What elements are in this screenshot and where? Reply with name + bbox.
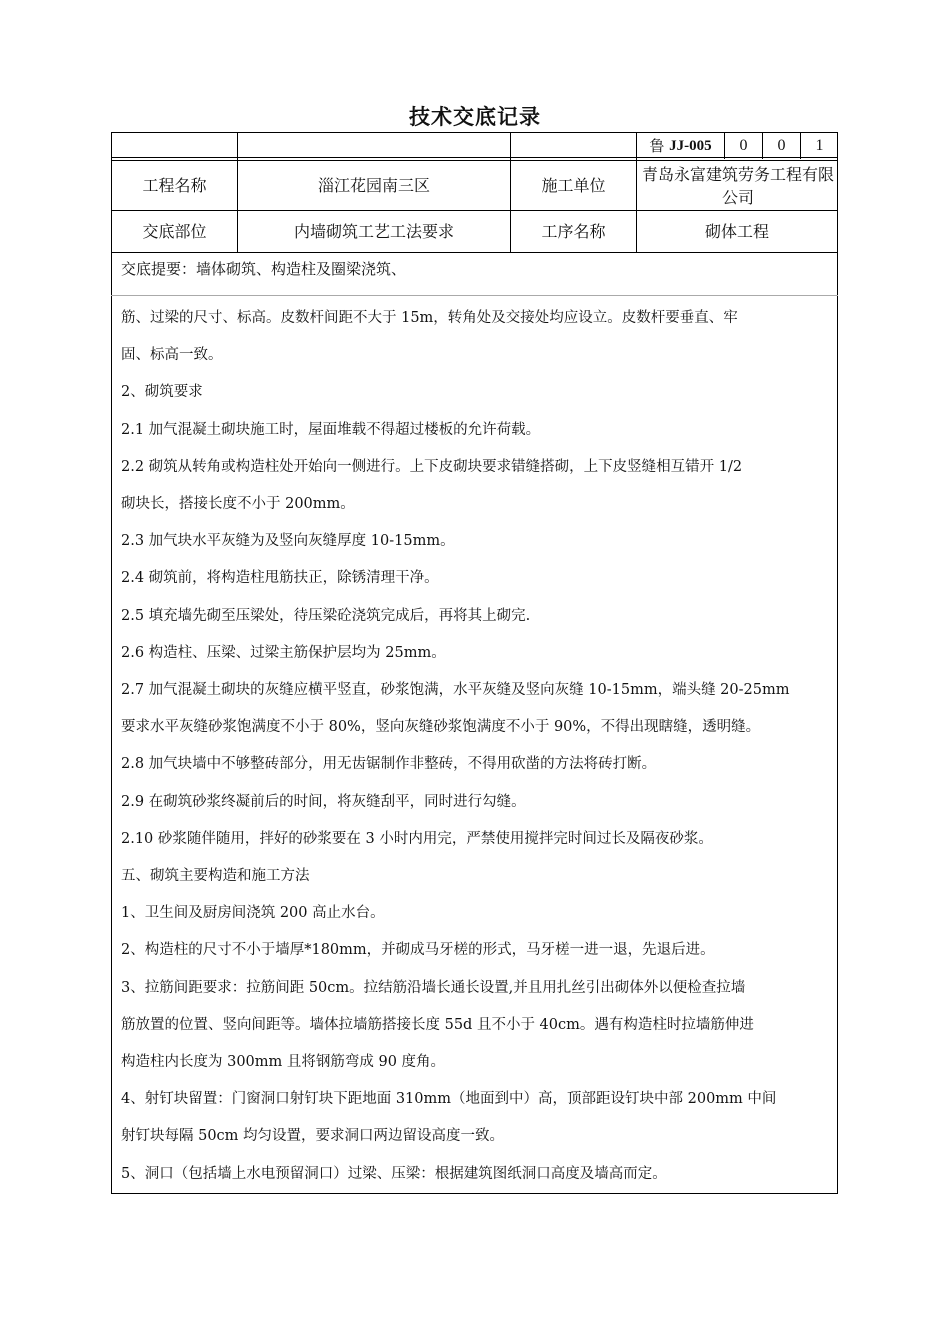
body-line: 2.2 砌筑从转角或构造柱处开始向一侧进行。上下皮砌块要求错缝搭砌，上下皮竖缝相互错开 1/2 — [121, 458, 743, 475]
body-line: 固、标高一致。 — [121, 347, 223, 364]
body-line: 2.8 加气块墙中不够整砖部分，用无齿锯制作非整砖，不得用砍凿的方法将砖打断。 — [121, 756, 657, 773]
process-label: 工序名称 — [541, 221, 606, 241]
contractor-value: 青岛永富建筑劳务工程有限公司 — [642, 164, 835, 207]
body-line: 2.7 加气混凝土砌块的灰缝应横平竖直，砂浆饱满，水平灰缝及竖向灰缝 10-15mm，端头缝 20-25mm — [121, 682, 790, 699]
disclosure-body — [121, 300, 836, 1193]
project-name-value: 淄江花园南三区 — [317, 175, 430, 195]
body-line: 筋、过梁的尺寸、标高。皮数杆间距不大于 15m，转角处及交接处均应设立。皮数杆要垂直、牢 — [121, 310, 738, 326]
record-code — [637, 133, 724, 158]
record-digit: 0 — [739, 136, 748, 154]
code-number: JJ-005 — [669, 137, 712, 154]
body-line: 2.5 填充墙先砌至压梁处，待压梁砼浇筑完成后，再将其上砌完. — [121, 607, 531, 624]
body-line: 2.6 构造柱、压梁、过梁主筋保护层均为 25mm。 — [121, 644, 446, 661]
body-line: 2.4 砌筑前，将构造柱甩筋扶正，除锈清理干净。 — [121, 570, 439, 587]
row-divider — [111, 295, 838, 296]
body-line: 3、拉筋间距要求：拉筋间距 50cm。拉结筋沿墙长通长设置,并且用扎丝引出砌体外以便检查拉墙 — [121, 979, 746, 996]
location-value: 内墙砌筑工艺工法要求 — [293, 221, 454, 241]
body-line: 1、卫生间及厨房间浇筑 200 高止水台。 — [121, 905, 385, 922]
record-digit: 1 — [815, 136, 824, 154]
body-line: 2.10 砂浆随伴随用，拌好的砂浆要在 3 小时内用完，严禁使用搅拌完时间过长及隔夜砂浆。 — [121, 830, 713, 847]
disclosure-summary: 交底提要：墙体砌筑、构造柱及圈梁浇筑、 — [121, 260, 407, 278]
process-value: 砌体工程 — [704, 221, 769, 241]
body-line: 射钉块每隔 50cm 均匀设置，要求洞口两边留设高度一致。 — [121, 1128, 505, 1145]
body-line: 砌块长，搭接长度不小于 200mm。 — [121, 496, 355, 513]
body-line: 2.3 加气块水平灰缝为及竖向灰缝厚度 10-15mm。 — [121, 533, 455, 550]
body-line: 2、构造柱的尺寸不小于墙厚*180mm，并砌成马牙槎的形式，马牙槎一进一退，先退后进。 — [121, 942, 715, 959]
body-line: 要求水平灰缝砂浆饱满度不小于 80%，竖向灰缝砂浆饱满度不小于 90%，不得出现瞎缝，透明缝。 — [121, 719, 761, 736]
body-line: 2.1 加气混凝土砌块施工时，屋面堆载不得超过楼板的允许荷载。 — [121, 421, 541, 438]
code-prefix: 鲁 — [649, 136, 665, 155]
location-label: 交底部位 — [142, 221, 207, 241]
contractor-label: 施工单位 — [541, 175, 606, 195]
record-digit: 0 — [777, 136, 786, 154]
body-line: 2.9 在砌筑砂浆终凝前后的时间，将灰缝刮平，同时进行勾缝。 — [121, 793, 526, 810]
project-name-label: 工程名称 — [142, 175, 207, 195]
body-line: 2、砌筑要求 — [121, 384, 203, 401]
body-line: 4、射钉块留置：门窗洞口射钉块下距地面 310mm（地面到中）高，顶部距设钉块中部 200mm 中间 — [121, 1091, 777, 1108]
row-divider — [111, 252, 838, 253]
body-line: 构造柱内长度为 300mm 且将钢筋弯成 90 度角。 — [121, 1054, 446, 1071]
document-title: 技术交底记录 — [409, 105, 541, 129]
body-line: 5、洞口（包括墙上水电预留洞口）过梁、压梁：根据建筑图纸洞口高度及墙高而定。 — [121, 1165, 667, 1182]
body-line: 五、砌筑主要构造和施工方法 — [121, 868, 310, 885]
body-line: 筋放置的位置、竖向间距等。墙体拉墙筋搭接长度 55d 且不小于 40cm。遇有构造柱时拉墙筋伸进 — [121, 1016, 754, 1033]
